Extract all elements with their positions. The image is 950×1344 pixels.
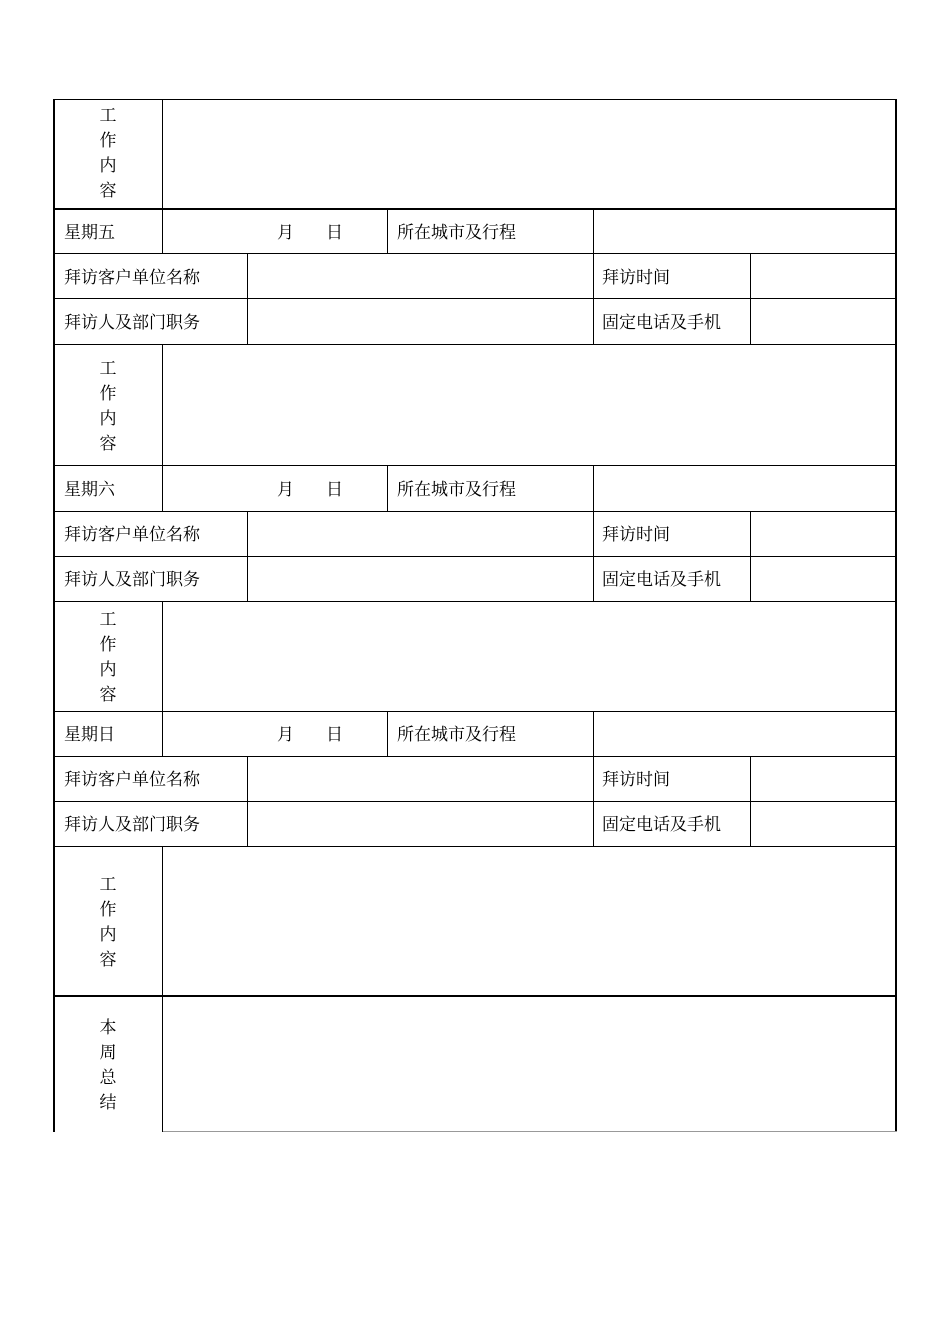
phone-label: 固定电话及手机 xyxy=(602,313,721,333)
month-label: 月 xyxy=(277,480,294,500)
visit-person-field[interactable] xyxy=(249,558,592,600)
col-divider xyxy=(593,756,594,846)
city-itinerary-label: 所在城市及行程 xyxy=(397,480,516,500)
col-divider xyxy=(750,756,751,846)
visit-company-label: 拜访客户单位名称 xyxy=(64,268,200,288)
row-divider xyxy=(53,846,897,847)
col-divider xyxy=(387,711,388,756)
col-divider xyxy=(162,344,163,465)
row-divider xyxy=(53,511,897,512)
col-divider xyxy=(593,465,594,511)
col-divider xyxy=(162,99,163,209)
col-divider xyxy=(593,511,594,601)
col-divider xyxy=(162,846,163,1132)
weekly-summary-field[interactable] xyxy=(164,998,894,1130)
row-divider xyxy=(53,711,897,712)
visit-time-field[interactable] xyxy=(752,255,894,297)
col-divider xyxy=(162,711,163,756)
weekly-visit-form xyxy=(53,99,897,1132)
visit-time-label: 拜访时间 xyxy=(602,770,670,790)
date-field[interactable] xyxy=(164,210,386,252)
work-content-label: 工作内容 xyxy=(99,875,117,970)
work-content-label: 工作内容 xyxy=(99,610,117,705)
city-itinerary-field[interactable] xyxy=(595,210,894,252)
visit-time-field[interactable] xyxy=(752,513,894,555)
border-line xyxy=(53,99,897,100)
row-divider xyxy=(53,801,897,802)
work-content-field[interactable] xyxy=(164,848,894,994)
day-label: 日 xyxy=(326,480,343,500)
visit-time-label: 拜访时间 xyxy=(602,268,670,288)
work-content-field[interactable] xyxy=(164,346,894,464)
col-divider xyxy=(247,253,248,344)
weekly-summary-label: 本周总结 xyxy=(99,1018,117,1113)
col-divider xyxy=(593,209,594,253)
date-field[interactable] xyxy=(164,713,386,755)
city-itinerary-label: 所在城市及行程 xyxy=(397,223,516,243)
visit-person-label: 拜访人及部门职务 xyxy=(64,815,200,835)
visit-person-field[interactable] xyxy=(249,803,592,845)
visit-time-label: 拜访时间 xyxy=(602,525,670,545)
visit-person-label: 拜访人及部门职务 xyxy=(64,313,200,333)
work-content-field[interactable] xyxy=(164,603,894,710)
col-divider xyxy=(162,601,163,711)
col-divider xyxy=(593,253,594,344)
work-content-label: 工作内容 xyxy=(99,106,117,201)
day-label-saturday: 星期六 xyxy=(64,480,115,500)
row-divider xyxy=(53,601,897,602)
col-divider xyxy=(162,209,163,253)
col-divider xyxy=(247,756,248,846)
row-divider xyxy=(53,465,897,466)
visit-person-field[interactable] xyxy=(249,300,592,343)
city-itinerary-field[interactable] xyxy=(595,467,894,510)
col-divider xyxy=(247,511,248,601)
city-itinerary-field[interactable] xyxy=(595,713,894,755)
work-content-field[interactable] xyxy=(164,101,894,207)
visit-person-label: 拜访人及部门职务 xyxy=(64,570,200,590)
month-label: 月 xyxy=(277,725,294,745)
visit-company-label: 拜访客户单位名称 xyxy=(64,525,200,545)
phone-label: 固定电话及手机 xyxy=(602,815,721,835)
row-divider xyxy=(53,344,897,345)
col-divider xyxy=(162,465,163,511)
visit-company-field[interactable] xyxy=(249,758,592,800)
phone-field[interactable] xyxy=(752,300,894,343)
visit-time-field[interactable] xyxy=(752,758,894,800)
row-divider xyxy=(53,556,897,557)
col-divider xyxy=(387,465,388,511)
visit-company-label: 拜访客户单位名称 xyxy=(64,770,200,790)
phone-field[interactable] xyxy=(752,558,894,600)
phone-field[interactable] xyxy=(752,803,894,845)
visit-company-field[interactable] xyxy=(249,255,592,297)
col-divider xyxy=(387,209,388,253)
work-content-label: 工作内容 xyxy=(99,359,117,454)
row-divider xyxy=(53,253,897,254)
row-divider xyxy=(53,756,897,757)
day-label-sunday: 星期日 xyxy=(64,725,115,745)
row-divider xyxy=(162,1131,897,1132)
day-label: 日 xyxy=(326,725,343,745)
row-divider xyxy=(53,995,897,997)
month-label: 月 xyxy=(277,223,294,243)
date-field[interactable] xyxy=(164,467,386,510)
city-itinerary-label: 所在城市及行程 xyxy=(397,725,516,745)
phone-label: 固定电话及手机 xyxy=(602,570,721,590)
day-label-friday: 星期五 xyxy=(64,223,115,243)
col-divider xyxy=(593,711,594,756)
day-label: 日 xyxy=(326,223,343,243)
col-divider xyxy=(750,253,751,344)
row-divider xyxy=(53,298,897,299)
visit-company-field[interactable] xyxy=(249,513,592,555)
col-divider xyxy=(750,511,751,601)
